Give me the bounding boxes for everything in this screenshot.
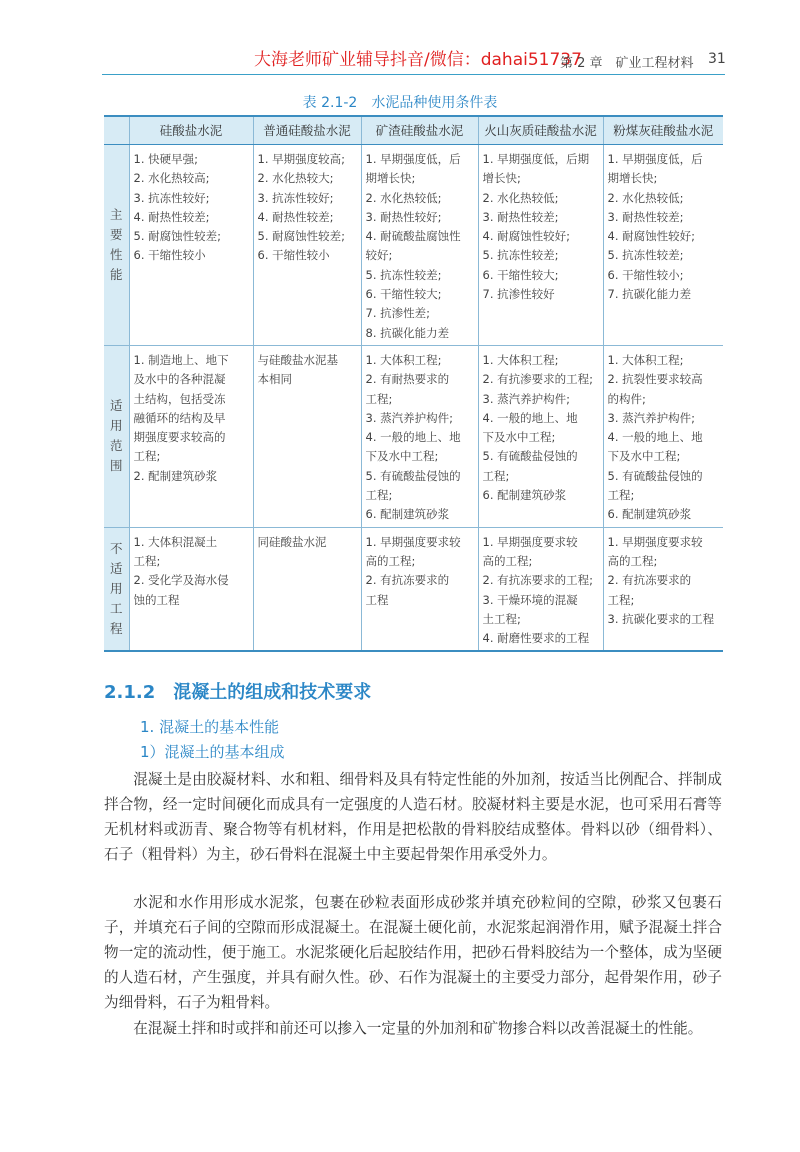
table-row (104, 145, 723, 346)
table-cell (603, 527, 723, 651)
cell-line: 土工程; (482, 611, 521, 626)
cell-line: 工程; (365, 391, 393, 406)
row-label-char: 不 (109, 541, 123, 557)
cell-line: 工程; (133, 449, 161, 464)
cell-line: 土结构，包括受冻 (133, 391, 226, 406)
cell-line: 较好; (365, 248, 393, 263)
cell-line: 5. 有硫酸盐侵蚀的 (365, 468, 461, 483)
cell-line: 4. 耐硫酸盐腐蚀性 (365, 229, 461, 244)
table-cell (129, 345, 253, 527)
table-cell (361, 145, 478, 346)
table-cell (253, 345, 361, 527)
cell-line: 3. 蒸汽养护构件; (482, 391, 571, 406)
row-label (104, 145, 129, 346)
cell-line: 高的工程; (365, 553, 416, 568)
body-paragraph: 在混凝土拌和时或拌和前还可以掺入一定量的外加剂和矿物掺合料以改善混凝土的性能。 (133, 1020, 703, 1037)
cell-line: 及水中的各种混凝 (133, 372, 226, 387)
cell-line: 5. 抗冻性较差; (365, 267, 442, 282)
cell-line: 高的工程; (482, 553, 533, 568)
cell-line: 2. 水化热较高; (133, 171, 210, 186)
cell-line: 6. 干缩性较大; (365, 287, 442, 302)
cell-line: 8. 抗碳化能力差 (365, 325, 450, 340)
cell-line: 3. 干燥环境的混凝 (482, 592, 578, 607)
table-header-row (104, 116, 723, 145)
cell-line: 下及水中工程; (607, 449, 681, 464)
cell-line: 3. 蒸汽养护构件; (365, 410, 454, 425)
cell-line: 6. 干缩性较小; (607, 267, 684, 282)
row-label (104, 345, 129, 527)
column-header: 硅酸盐水泥 (129, 116, 253, 145)
cell-line: 1. 早期强度低，后 (607, 152, 703, 166)
cell-line: 1. 快硬早强; (133, 152, 199, 166)
cell-line: 5. 有硫酸盐侵蚀的 (607, 468, 703, 483)
cell-line: 4. 一般的地上、地 (607, 430, 703, 445)
cell-line: 工程; (607, 488, 635, 503)
cell-line: 4. 耐磨性要求的工程 (482, 631, 590, 646)
row-label-char: 适 (109, 561, 123, 577)
cell-line: 工程; (482, 468, 510, 483)
column-header: 矿渣硅酸盐水泥 (361, 116, 478, 145)
cell-line: 2. 水化热较低; (482, 190, 559, 205)
cell-line: 下及水中工程; (365, 449, 439, 464)
table-cell (129, 145, 253, 346)
cell-line: 1. 早期强度要求较 (607, 534, 703, 549)
cell-line: 期增长快; (607, 171, 658, 186)
cell-line: 6. 干缩性较小 (257, 248, 330, 263)
cell-line: 5. 抗冻性较差; (482, 248, 559, 263)
cell-line: 本相同 (257, 372, 292, 387)
cell-line: 4. 耐腐蚀性较好; (607, 229, 696, 244)
column-header: 火山灰质硅酸盐水泥 (478, 116, 603, 145)
row-label-char: 能 (109, 266, 123, 282)
cell-line: 2. 有抗冻要求的 (365, 573, 450, 588)
cell-line: 4. 耐腐蚀性较好; (482, 229, 571, 244)
row-label-char: 要 (109, 226, 123, 242)
cell-line: 6. 配制建筑砂浆 (482, 488, 567, 503)
table-cell (361, 527, 478, 651)
table-row (104, 345, 723, 527)
page-number: 31 (708, 51, 726, 67)
cell-line: 3. 抗冻性较好; (133, 190, 210, 205)
cell-line: 5. 耐腐蚀性较差; (133, 229, 222, 244)
cell-line: 2. 水化热较大; (257, 171, 334, 186)
row-label-char: 主 (109, 206, 123, 222)
cell-line: 3. 耐热性较差; (482, 209, 559, 224)
subsubsection-heading: 1）混凝土的基本组成 (140, 743, 285, 761)
table-caption: 表 2.1-2 水泥品种使用条件表 (302, 95, 498, 111)
table-row (104, 527, 723, 651)
cell-line: 4. 耐热性较差; (133, 209, 210, 224)
cell-line: 3. 抗冻性较好; (257, 190, 334, 205)
cell-line: 1. 早期强度低，后期 (482, 152, 590, 166)
row-label-char: 适 (109, 398, 123, 414)
cell-line: 4. 一般的地上、地 (482, 410, 578, 425)
cell-line: 2. 有抗冻要求的 (607, 573, 692, 588)
cell-line: 1. 大体积混凝土 (133, 534, 218, 549)
cell-line: 工程; (365, 488, 393, 503)
cell-line: 6. 干缩性较大; (482, 267, 559, 282)
body-paragraph: 水泥和水作用形成水泥浆，包裹在砂粒表面形成砂浆并填充砂粒间的空隙，砂浆又包裹石子，并填充石子间的空隙而形成混凝土。在混凝土硬化前，水泥浆起润滑作用，赋予混凝土拌合物一定的流动性，便于施工。水泥浆硬化后起胶结作用，把砂石骨料胶结为一个整体，成为坚硬的人造石材，产生强度，并具有耐久性。砂、石作为混凝土的主要受力部分，起骨架作用，砂子为细骨料，石子为粗骨料。 (104, 894, 722, 1011)
cell-line: 融循环的结构及早 (133, 410, 226, 425)
cell-line: 4. 一般的地上、地 (365, 430, 461, 445)
row-label-char: 范 (109, 438, 123, 454)
cell-line: 3. 耐热性较差; (607, 209, 684, 224)
cell-line: 4. 耐热性较差; (257, 209, 334, 224)
row-label-char: 程 (109, 621, 123, 637)
cell-line: 2. 配制建筑砂浆 (133, 468, 218, 483)
cell-line: 1. 早期强度低，后 (365, 152, 461, 166)
cell-line: 2. 有耐热要求的 (365, 372, 450, 387)
cell-line: 与硅酸盐水泥基 (257, 352, 338, 367)
cell-line: 7. 抗渗性较好 (482, 287, 555, 302)
cell-line: 1. 早期强度要求较 (365, 534, 461, 549)
cell-line: 6. 配制建筑砂浆 (365, 507, 450, 522)
cell-line: 5. 抗冻性较差; (607, 248, 684, 263)
table-cell (361, 345, 478, 527)
cell-line: 6. 配制建筑砂浆 (607, 507, 692, 522)
cell-line: 下及水中工程; (482, 430, 556, 445)
cell-line: 1. 早期强度要求较 (482, 534, 578, 549)
cell-line: 7. 抗渗性差; (365, 306, 431, 321)
table-cell (603, 345, 723, 527)
cell-line: 2. 有抗渗要求的工程; (482, 372, 594, 387)
row-label-char: 工 (109, 601, 123, 617)
cement-usage-table (104, 115, 723, 652)
chapter-header: 第 2 章 矿业工程材料 (560, 56, 694, 71)
cell-line: 5. 耐腐蚀性较差; (257, 229, 346, 244)
cell-line: 3. 耐热性较好; (365, 209, 442, 224)
cell-line: 6. 干缩性较小 (133, 248, 206, 263)
table-cell (478, 345, 603, 527)
table-cell (253, 527, 361, 651)
cell-line: 2. 水化热较低; (607, 190, 684, 205)
cell-line: 期强度要求较高的 (133, 430, 226, 445)
section-title: 2.1.2 混凝土的组成和技术要求 (104, 682, 372, 703)
cell-line: 5. 有硫酸盐侵蚀的 (482, 449, 578, 464)
subsection-heading: 1. 混凝土的基本性能 (140, 718, 280, 736)
cell-line: 工程; (607, 592, 635, 607)
cell-line: 2. 抗裂性要求较高 (607, 372, 703, 387)
table-cell (603, 145, 723, 346)
table-cell (478, 527, 603, 651)
cell-line: 1. 制造地上、地下 (133, 352, 229, 367)
cell-line: 3. 抗碳化要求的工程 (607, 611, 715, 626)
cell-line: 2. 有抗冻要求的工程; (482, 573, 594, 588)
cell-line: 7. 抗碳化能力差 (607, 287, 692, 302)
row-label (104, 527, 129, 651)
table-cell (129, 527, 253, 651)
row-label-char: 围 (109, 458, 123, 474)
cell-line: 1. 大体积工程; (365, 352, 442, 367)
cell-line: 1. 大体积工程; (607, 352, 684, 367)
cell-line: 蚀的工程 (133, 592, 180, 607)
table-cell (253, 145, 361, 346)
cell-line: 工程 (365, 592, 389, 607)
column-header (104, 116, 129, 145)
cell-line: 期增长快; (365, 171, 416, 186)
cell-line: 增长快; (482, 171, 521, 186)
cell-line: 1. 大体积工程; (482, 352, 559, 367)
header-divider (102, 74, 725, 75)
row-label-char: 性 (109, 246, 123, 262)
cell-line: 2. 水化热较低; (365, 190, 442, 205)
row-label-char: 用 (109, 581, 123, 597)
cell-line: 同硅酸盐水泥 (257, 534, 327, 549)
column-header: 普通硅酸盐水泥 (253, 116, 361, 145)
cell-line: 的构件; (607, 391, 646, 406)
body-paragraph: 混凝土是由胶凝材料、水和粗、细骨料及具有特定性能的外加剂，按适当比例配合、拌制成拌合物，经一定时间硬化而成具有一定强度的人造石材。胶凝材料主要是水泥，也可采用石膏等无机材料或沥青、聚合物等有机材料，作用是把松散的骨料胶结成整体。骨料以砂（细骨料）、石子（粗骨料）为主，砂石骨料在混凝土中主要起骨架作用承受外力。 (104, 771, 722, 863)
table-cell (478, 145, 603, 346)
cell-line: 2. 受化学及海水侵 (133, 573, 229, 588)
cell-line: 1. 早期强度较高; (257, 152, 346, 166)
column-header: 粉煤灰硅酸盐水泥 (603, 116, 723, 145)
row-label-char: 用 (109, 418, 123, 434)
watermark-text: 大海老师矿业辅导抖音/微信：dahai51737 (254, 50, 582, 70)
cell-line: 工程; (133, 553, 161, 568)
cell-line: 3. 蒸汽养护构件; (607, 410, 696, 425)
cell-line: 高的工程; (607, 553, 658, 568)
